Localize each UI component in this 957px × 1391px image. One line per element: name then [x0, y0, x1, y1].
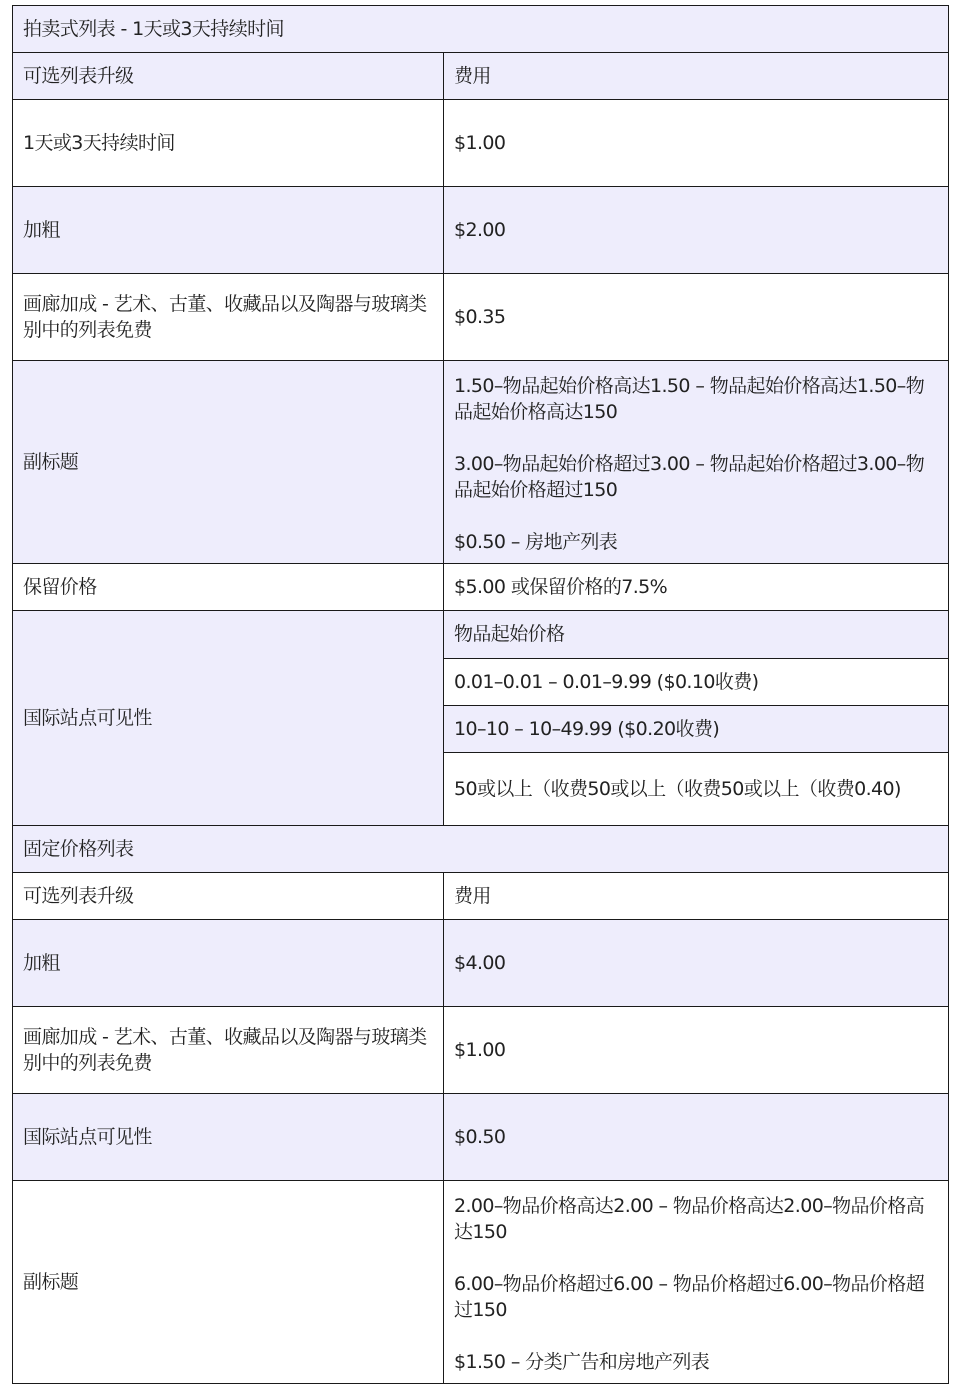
row-label: 保留价格: [13, 564, 444, 611]
table-row: [13, 274, 949, 361]
header-upgrade: 可选列表升级: [13, 53, 444, 100]
table-row: [13, 920, 949, 1007]
row-label: 加粗: [13, 920, 444, 1007]
row-label: 国际站点可见性: [13, 1094, 444, 1181]
row-fee-list: [444, 361, 949, 564]
header-fee: 费用: [444, 873, 949, 920]
nested-tier: 0.01–0.01 – 0.01–9.99 ($0.10收费): [444, 658, 948, 705]
fee-line: $1.50 – 分类广告和房地产列表: [454, 1351, 710, 1373]
fee-line: $0.50 – 房地产列表: [454, 531, 618, 553]
table-row: [13, 1094, 949, 1181]
section-title-fixed: 固定价格列表: [13, 826, 949, 873]
nested-fee-table: [444, 611, 948, 825]
row-label: 副标题: [13, 361, 444, 564]
table-row: [13, 187, 949, 274]
nested-header: 物品起始价格: [444, 611, 948, 658]
row-fee: $2.00: [444, 187, 949, 274]
column-header-row: [13, 53, 949, 100]
table-row-subtitle: [13, 361, 949, 564]
table-row: [13, 100, 949, 187]
row-label: 画廊加成 - 艺术、古董、收藏品以及陶器与玻璃类别中的列表免费: [13, 274, 444, 361]
row-fee: $0.50: [444, 1094, 949, 1181]
table-row: [13, 564, 949, 611]
row-label: 1天或3天持续时间: [13, 100, 444, 187]
fee-line: 2.00–物品价格高达2.00 – 物品价格高达2.00–物品价格高达150: [454, 1195, 925, 1243]
listing-fees-table: [12, 5, 949, 1384]
section-title-row: [13, 826, 949, 873]
section-title-row: [13, 6, 949, 53]
row-fee: $5.00 或保留价格的7.5%: [444, 564, 949, 611]
fee-line: 1.50–物品起始价格高达1.50 – 物品起始价格高达1.50–物品起始价格高达150: [454, 375, 925, 423]
header-upgrade: 可选列表升级: [13, 873, 444, 920]
fee-line: 3.00–物品起始价格超过3.00 – 物品起始价格超过3.00–物品起始价格超过150: [454, 453, 925, 501]
table-row: [13, 1007, 949, 1094]
header-fee: 费用: [444, 53, 949, 100]
row-label: 画廊加成 - 艺术、古董、收藏品以及陶器与玻璃类别中的列表免费: [13, 1007, 444, 1094]
column-header-row: [13, 873, 949, 920]
row-label: 国际站点可见性: [13, 611, 444, 826]
table-row-international: [13, 611, 949, 826]
row-fee: $1.00: [444, 100, 949, 187]
row-fee: $4.00: [444, 920, 949, 1007]
row-fee-list: [444, 1181, 949, 1384]
row-label: 副标题: [13, 1181, 444, 1384]
row-fee: $0.35: [444, 274, 949, 361]
fee-line: 6.00–物品价格超过6.00 – 物品价格超过6.00–物品价格超过150: [454, 1273, 925, 1321]
nested-fee-cell: [444, 611, 949, 826]
table-row-subtitle: [13, 1181, 949, 1384]
nested-tier: 10–10 – 10–49.99 ($0.20收费): [444, 705, 948, 752]
row-label: 加粗: [13, 187, 444, 274]
row-fee: $1.00: [444, 1007, 949, 1094]
nested-tier: 50或以上（收费50或以上（收费50或以上（收费0.40): [444, 752, 948, 825]
section-title-auction: 拍卖式列表 - 1天或3天持续时间: [13, 6, 949, 53]
